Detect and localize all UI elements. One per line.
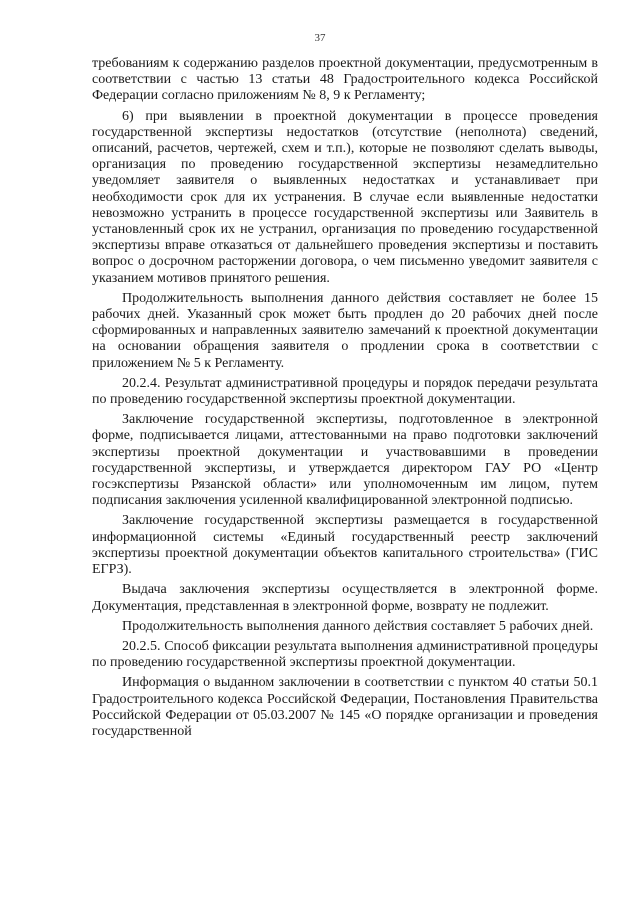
paragraph-duration-15-days: Продолжительность выполнения данного действия составляет не более 15 рабочих дней. Указанный срок может быть продлен до 20 рабочих дней после сформированных и направленных заявителю замечаний к проектной документации на основании обращения заявителя о продлении срока в соответствии с приложением № 5 к Регламенту. [92, 290, 598, 371]
paragraph-requirements-continued: требованиям к содержанию разделов проектной документации, предусмотренным в соответствии с частью 13 статьи 48 Градостроительного кодекса Российской Федерации согласно приложениям № 8, 9 к Регламенту; [92, 56, 598, 104]
paragraph-information-issued: Информация о выданном заключении в соответствии с пунктом 40 статьи 50.1 Градостроительного кодекса Российской Федерации, Постановления Правительства Российской Федерации от 05.03.2007 № 145 «О порядке организации и проведения государственной [92, 675, 598, 739]
paragraph-conclusion-placement: Заключение государственной экспертизы размещается в государственной информационной системы «Единый государственный реестр заключений экспертизы проектной документации объектов капитального строительства» (ГИС ЕГРЗ). [92, 513, 598, 578]
page-number: 37 [314, 32, 326, 44]
paragraph-issuance: Выдача заключения экспертизы осуществляется в электронной форме. Документация, представленная в электронной форме, возврату не подлежит. [92, 582, 598, 614]
paragraph-conclusion-signing: Заключение государственной экспертизы, подготовленное в электронной форме, подписывается лицами, аттестованными на право подготовки заключений экспертизы проектной документации и участвовавшими в проведении государственной экспертизы, и утверждается директором ГАУ РО «Центр госэкспертизы Рязанской области» или уполномоченным им лицом, путем подписания заключения усиленной квалифицированной электронной подписью. [92, 412, 598, 509]
document-body [92, 56, 598, 741]
paragraph-section-20-2-5: 20.2.5. Способ фиксации результата выполнения административной процедуры по проведению государственной экспертизы проектной документации. [92, 638, 598, 671]
paragraph-item-6: 6) при выявлении в проектной документации в процессе проведения государственной экспертизы недостатков (отсутствие (неполнота) сведений, описаний, расчетов, чертежей, схем и т.п.), которые не позволяют сделать выводы, организация по проведению государственной экспертизы незамедлительно уведомляет заявителя о выявленных недостатках и устанавливает при необходимости срок для их устранения. В случае если выявленные недостатки невозможно устранить в процессе государственной экспертизы или Заявитель в установленный срок их не устранил, организация по проведению государственной экспертизы вправе отказаться от дальнейшего проведения экспертизы и поставить вопрос о досрочном расторжении договора, о чем письменно уведомит заявителя с указанием мотивов принятого решения. [92, 108, 598, 286]
paragraph-duration-5-days: Продолжительность выполнения данного действия составляет 5 рабочих дней. [122, 618, 594, 634]
paragraph-section-20-2-4: 20.2.4. Результат административной процедуры и порядок передачи результата по проведению государственной экспертизы проектной документации. [92, 375, 598, 408]
